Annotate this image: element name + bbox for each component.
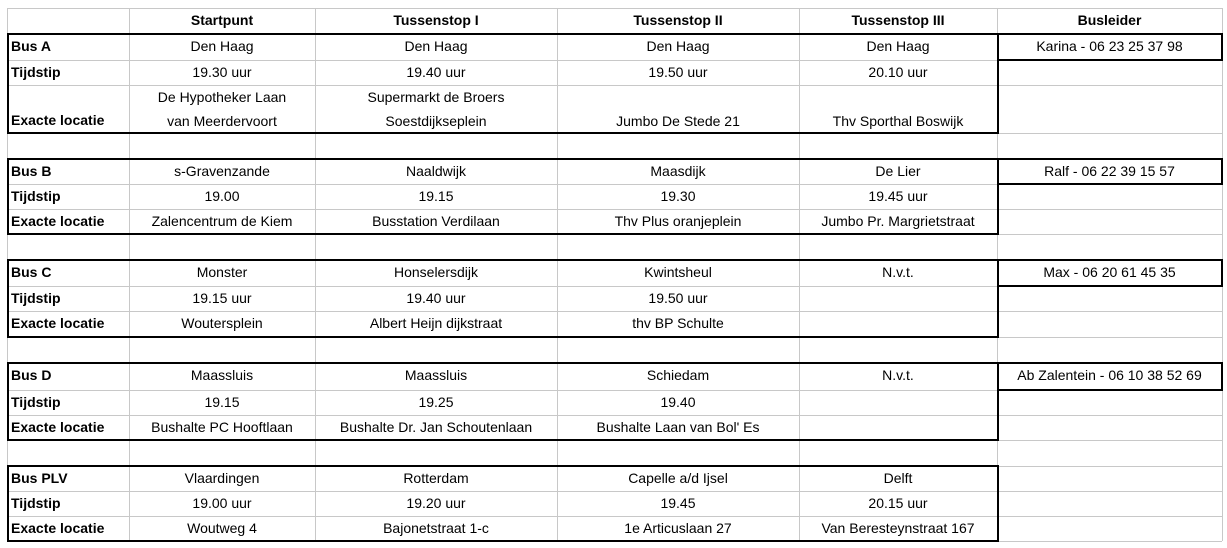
column-header-busleider[interactable]: Busleider bbox=[1077, 12, 1142, 28]
block-border bbox=[7, 132, 999, 134]
place-cell[interactable]: Delft bbox=[883, 470, 913, 486]
place-cell[interactable]: Maassluis bbox=[190, 367, 254, 383]
time-cell[interactable]: 19.00 bbox=[204, 188, 240, 204]
location-cell[interactable] bbox=[799, 311, 997, 337]
place-cell[interactable]: Maassluis bbox=[404, 367, 468, 383]
bus-name[interactable]: Bus PLV bbox=[11, 470, 68, 486]
location-cell[interactable]: Zalencentrum de Kiem bbox=[151, 213, 293, 229]
location-cell[interactable]: Van Beresteynstraat 167 bbox=[821, 520, 975, 536]
location-cell[interactable]: 1e Articuslaan 27 bbox=[624, 520, 732, 536]
leader-border bbox=[1221, 158, 1223, 184]
bus-name[interactable]: Bus C bbox=[11, 264, 52, 280]
place-cell[interactable]: Den Haag bbox=[404, 38, 468, 54]
place-cell[interactable]: Vlaardingen bbox=[184, 470, 260, 486]
location-cell[interactable]: Busstation Verdilaan bbox=[372, 213, 500, 229]
location-cell[interactable] bbox=[799, 85, 997, 109]
time-cell[interactable]: 20.15 uur bbox=[868, 495, 928, 511]
location-cell[interactable]: Bushalte Laan van Bol' Es bbox=[596, 419, 760, 435]
time-cell[interactable]: 19.20 uur bbox=[406, 495, 466, 511]
place-cell[interactable]: s-Gravenzande bbox=[174, 163, 270, 179]
column-header-startpunt[interactable]: Startpunt bbox=[190, 12, 254, 28]
time-cell[interactable]: 19.40 uur bbox=[406, 290, 466, 306]
place-cell[interactable]: Monster bbox=[196, 264, 248, 280]
block-border bbox=[7, 465, 999, 467]
block-border bbox=[7, 439, 999, 441]
place-cell[interactable]: Schiedam bbox=[646, 367, 710, 383]
leader-border bbox=[997, 362, 1223, 364]
column-header-stop3[interactable]: Tussenstop III bbox=[851, 12, 945, 28]
time-cell[interactable]: 19.50 uur bbox=[648, 290, 708, 306]
bus-name[interactable]: Bus A bbox=[11, 38, 51, 54]
leader-border bbox=[1221, 362, 1223, 390]
row-label-tijdstip[interactable]: Tijdstip bbox=[11, 394, 61, 410]
time-cell[interactable]: 19.30 uur bbox=[192, 64, 252, 80]
time-cell[interactable]: 19.45 bbox=[660, 495, 696, 511]
time-cell[interactable]: 19.15 uur bbox=[192, 290, 252, 306]
row-label-tijdstip[interactable]: Tijdstip bbox=[11, 188, 61, 204]
time-cell[interactable]: 19.45 uur bbox=[868, 188, 928, 204]
place-cell[interactable]: Den Haag bbox=[190, 38, 254, 54]
row-label-exacte-locatie[interactable]: Exacte locatie bbox=[11, 315, 105, 331]
leader-border bbox=[997, 158, 1223, 160]
place-cell[interactable]: Capelle a/d Ijsel bbox=[628, 470, 728, 486]
place-cell[interactable]: N.v.t. bbox=[882, 264, 914, 280]
time-cell[interactable]: 19.40 bbox=[660, 394, 696, 410]
time-cell[interactable]: 19.15 bbox=[204, 394, 240, 410]
location-cell[interactable]: Thv Sporthal Boswijk bbox=[832, 113, 964, 129]
location-cell[interactable]: van Meerdervoort bbox=[167, 113, 277, 129]
place-cell[interactable]: Maasdijk bbox=[650, 163, 706, 179]
place-cell[interactable]: Honselersdijk bbox=[393, 264, 479, 280]
place-cell[interactable]: N.v.t. bbox=[882, 367, 914, 383]
bus-name[interactable]: Bus B bbox=[11, 163, 52, 179]
block-border bbox=[997, 33, 999, 133]
column-header-stop2[interactable]: Tussenstop II bbox=[633, 12, 723, 28]
time-cell[interactable]: 19.00 uur bbox=[192, 495, 252, 511]
place-cell[interactable]: Rotterdam bbox=[403, 470, 469, 486]
time-cell[interactable]: 19.15 bbox=[418, 188, 454, 204]
row-label-exacte-locatie[interactable]: Exacte locatie bbox=[11, 213, 105, 229]
location-cell[interactable]: Jumbo De Stede 21 bbox=[616, 113, 740, 129]
time-cell[interactable]: 20.10 uur bbox=[868, 64, 928, 80]
location-cell[interactable]: Woutweg 4 bbox=[187, 520, 257, 536]
place-cell[interactable]: Den Haag bbox=[866, 38, 930, 54]
location-cell[interactable] bbox=[799, 415, 997, 440]
block-border bbox=[7, 33, 9, 133]
block-border bbox=[7, 158, 9, 234]
block-border bbox=[7, 233, 999, 235]
bus-leader[interactable]: Ralf - 06 22 39 15 57 bbox=[1044, 163, 1175, 179]
leader-border bbox=[997, 183, 1223, 185]
location-cell[interactable]: Supermarkt de Broers bbox=[367, 89, 505, 105]
location-cell[interactable] bbox=[557, 85, 799, 109]
location-cell[interactable]: Bushalte PC Hooftlaan bbox=[151, 419, 293, 435]
row-label-tijdstip[interactable]: Tijdstip bbox=[11, 64, 61, 80]
time-cell[interactable]: 19.40 uur bbox=[406, 64, 466, 80]
location-cell[interactable]: Bajonetstraat 1-c bbox=[383, 520, 489, 536]
block-border bbox=[7, 158, 999, 160]
time-cell[interactable]: 19.50 uur bbox=[648, 64, 708, 80]
leader-border bbox=[997, 33, 1223, 35]
block-border bbox=[997, 259, 999, 337]
place-cell[interactable]: De Lier bbox=[875, 163, 921, 179]
location-cell[interactable]: Thv Plus oranjeplein bbox=[614, 213, 742, 229]
leader-border bbox=[997, 59, 1223, 61]
block-border bbox=[7, 465, 9, 541]
place-cell[interactable]: Den Haag bbox=[646, 38, 710, 54]
row-label-tijdstip[interactable]: Tijdstip bbox=[11, 290, 61, 306]
row-label-exacte-locatie[interactable]: Exacte locatie bbox=[11, 419, 105, 435]
place-cell[interactable]: Kwintsheul bbox=[644, 264, 712, 280]
block-border bbox=[7, 540, 999, 542]
location-cell[interactable]: thv BP Schulte bbox=[632, 315, 724, 331]
time-cell[interactable]: 19.25 bbox=[418, 394, 454, 410]
bus-leader[interactable]: Karina - 06 23 25 37 98 bbox=[1036, 38, 1183, 54]
leader-border bbox=[997, 285, 1223, 287]
location-cell[interactable]: Albert Heijn dijkstraat bbox=[369, 315, 503, 331]
bus-leader[interactable]: Max - 06 20 61 45 35 bbox=[1043, 264, 1176, 280]
bus-leader[interactable] bbox=[997, 466, 1222, 491]
block-border bbox=[997, 158, 999, 234]
location-cell[interactable]: De Hypotheker Laan bbox=[157, 89, 287, 105]
leader-border bbox=[1221, 259, 1223, 286]
block-border bbox=[997, 465, 999, 541]
location-cell[interactable]: Soestdijkseplein bbox=[385, 113, 487, 129]
time-cell[interactable]: 19.30 bbox=[660, 188, 696, 204]
block-border bbox=[7, 259, 9, 337]
bus-leader[interactable]: Ab Zalentein - 06 10 38 52 69 bbox=[1017, 367, 1202, 383]
leader-border bbox=[1221, 33, 1223, 60]
block-border bbox=[7, 336, 999, 338]
column-header-stop1[interactable]: Tussenstop I bbox=[393, 12, 479, 28]
leader-border bbox=[997, 389, 1223, 391]
row-label-exacte-locatie[interactable]: Exacte locatie bbox=[11, 112, 105, 128]
place-cell[interactable]: Naaldwijk bbox=[406, 163, 466, 179]
block-border bbox=[7, 362, 9, 440]
row-label-exacte-locatie[interactable]: Exacte locatie bbox=[11, 520, 105, 536]
leader-border bbox=[997, 259, 1223, 261]
bus-name[interactable]: Bus D bbox=[11, 367, 52, 383]
row-label-tijdstip[interactable]: Tijdstip bbox=[11, 495, 61, 511]
location-cell[interactable]: Bushalte Dr. Jan Schoutenlaan bbox=[339, 419, 533, 435]
location-cell[interactable]: Woutersplein bbox=[181, 315, 263, 331]
location-cell[interactable]: Jumbo Pr. Margrietstraat bbox=[821, 213, 975, 229]
block-border bbox=[997, 362, 999, 440]
block-border bbox=[7, 33, 999, 35]
time-cell[interactable] bbox=[799, 286, 997, 311]
block-border bbox=[7, 362, 999, 364]
time-cell[interactable] bbox=[799, 390, 997, 415]
block-border bbox=[7, 259, 999, 261]
